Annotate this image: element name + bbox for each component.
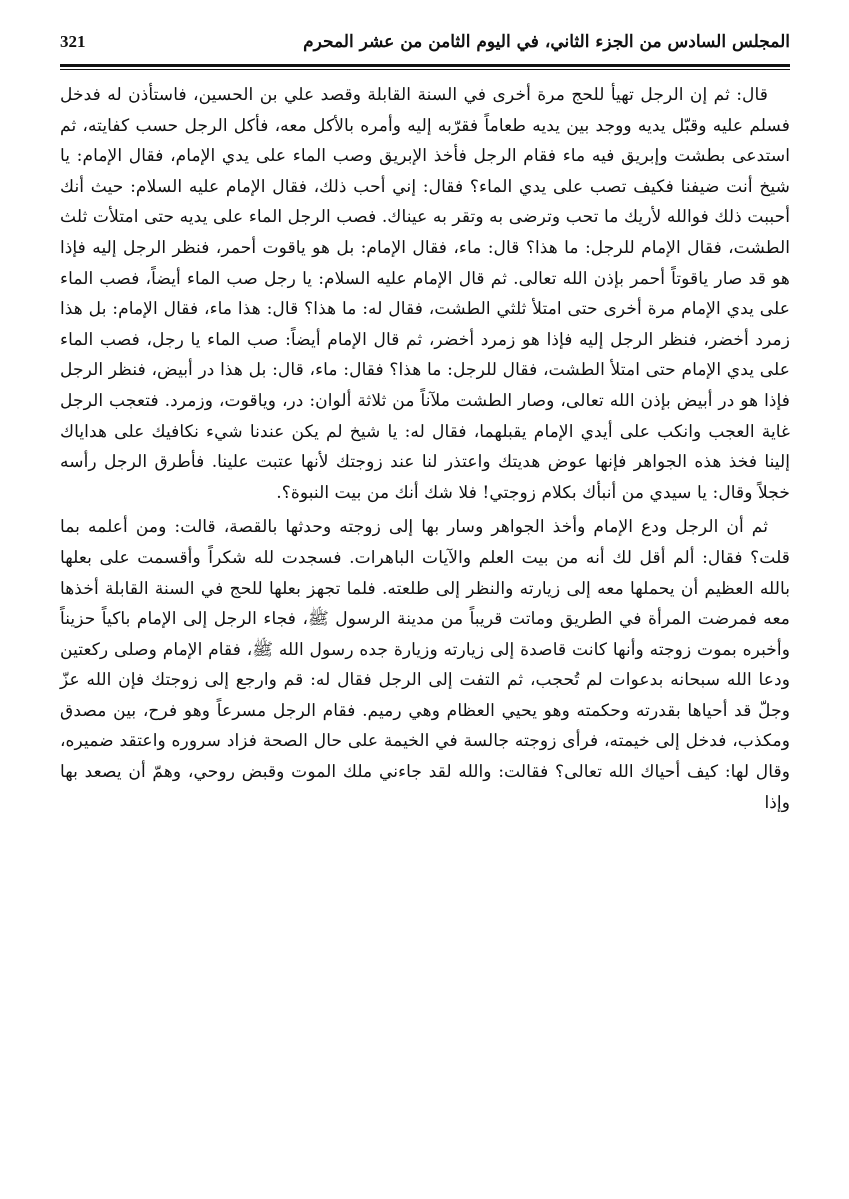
paragraph: قال: ثم إن الرجل تهيأ للحج مرة أخرى في السنة القابلة وقصد علي بن الحسين، فاستأذن له فدخل فسلم عليه وقبّل يديه ووجد بين يديه طعاماً فقرّبه إليه وأمره بالأكل معه، فأكل الرجل حسب كفايته، ثم استدعى بطشت وإبريق فيه ماء فقام الرجل فأخذ الإبريق وصب الماء على يدي الإمام، فقال الإمام: يا شيخ أنت ضيفنا فكيف تصب على يدي الماء؟ فقال: إني أحب ذلك، فقال الإمام عليه السلام: حيث أنك أحببت ذلك فوالله لأريك ما تحب وترضى به وتقر به عيناك. فصب الرجل الماء على يديه حتى امتلأت ثلث الطشت، فقال الإمام للرجل: ما هذا؟ قال: ماء، فقال الإمام: بل هو ياقوت أحمر، فنظر الرجل إليه فإذا هو قد صار ياقوتاً أحمر بإذن الله تعالى. ثم قال الإمام عليه السلام: يا رجل صب الماء أيضاً، فصب الماء على يدي الإمام مرة أخرى حتى امتلأ ثلثي الطشت، فقال له: ما هذا؟ قال: هذا ماء، فقال الإمام: بل هذا زمرد أخضر، فنظر الرجل إليه فإذا هو زمرد أخضر، ثم قال الإمام أيضاً: صب الماء يا رجل، فصب الماء على يدي الإمام حتى امتلأ الطشت، فقال للرجل: ما هذا؟ فقال: ماء، قال: بل هذا در أبيض، فنظر الرجل فإذا هو در أبيض بإذن الله تعالى، وصار الطشت ملآناً من ثلاثة ألوان: در، وياقوت، وزمرد. فتعجب الرجل غاية العجب وانكب على أيدي الإمام يقبلهما، فقال له: يا شيخ لم يكن عندنا شيء نكافيك على هداياك إلينا فخذ هذه الجواهر فإنها عوض هديتك واعتذر لنا عند زوجتك لأنها عتبت علينا. فأطرق الرجل رأسه خجلاً وقال: يا سيدي من أنبأك بكلام زوجتي! فلا شك أنك من بيت النبوة؟. <box>60 85 790 503</box>
paragraph: ثم أن الرجل ودع الإمام وأخذ الجواهر وسار بها إلى زوجته وحدثها بالقصة، قالت: ومن أعلمه بما قلت؟ فقال: ألم أقل لك أنه من بيت العلم والآيات الباهرات. فسجدت لله شكراً وأقسمت على بعلها بالله العظيم أن يحملها معه إلى زيارته والنظر إلى طلعته. فلما تجهز بعلها للحج في السنة القابلة أخذها معه فمرضت المرأة في الطريق وماتت قريباً من مدينة الرسول ﷺ، فجاء الرجل إلى الإمام باكياً حزيناً وأخبره بموت زوجته وأنها كانت قاصدة إلى زيارته وزيارة جده رسول الله ﷺ، فقام الإمام وصلى ركعتين ودعا الله سبحانه بدعوات لم تُحجب، ثم التفت إلى الرجل فقال له: قم وارجع إلى زوجتك فإن الله عزّ وجلّ قد أحياها بقدرته وحكمته وهو يحيي العظام وهي رميم. فقام الرجل مسرعاً وهو فرح، بين مصدق ومكذب، فدخل إلى خيمته، فرأى زوجته جالسة في الخيمة على حال الصحة فزاد سروره واعتقد ضميره، وقال لها: كيف أحياك الله تعالى؟ فقالت: والله لقد جاءني ملك الموت وقبض روحي، وهمّ أن يصعد بها وإذا <box>60 517 790 813</box>
body-text <box>60 80 790 818</box>
header-rule-thick <box>60 64 790 67</box>
header-rule-thin <box>60 69 790 70</box>
book-page <box>60 28 790 1168</box>
page-header <box>60 28 790 62</box>
running-title: المجلس السادس من الجزء الثاني، في اليوم الثامن من عشر المحرم <box>303 32 790 52</box>
page-number: 321 <box>60 32 86 51</box>
